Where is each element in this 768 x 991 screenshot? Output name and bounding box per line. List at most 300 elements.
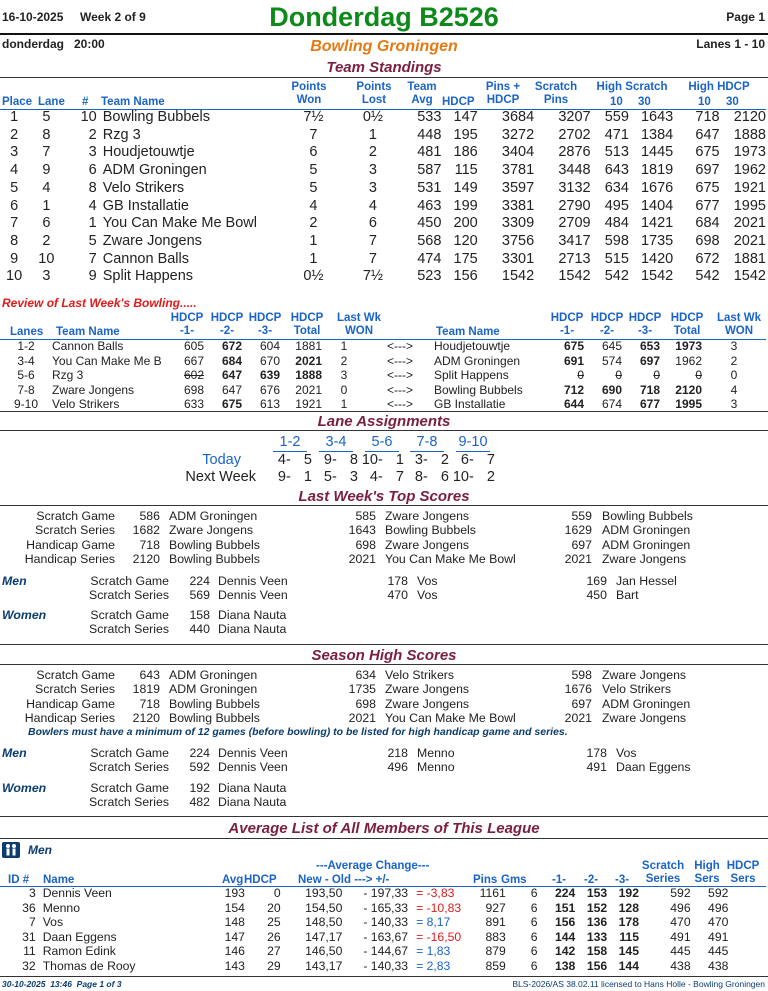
average-cell: 193,50 — [305, 886, 343, 900]
average-cell: Ramon Edink — [42, 944, 116, 959]
review-score2: 691 — [563, 353, 584, 368]
review-col-g2b: HDCP -2- — [590, 312, 624, 337]
lane-team-a: 9 — [277, 469, 286, 485]
standings-cell: 1 — [368, 126, 377, 143]
review-score2: 675 — [563, 339, 584, 353]
average-cell: = 2,83 — [416, 958, 451, 973]
review-won2: 3 — [730, 397, 738, 412]
standings-cell: 2790 — [558, 197, 591, 214]
standings-cell: 4 — [368, 197, 377, 214]
score-value: 1643 — [348, 523, 376, 538]
review-score2: 718 — [639, 382, 660, 397]
score-value: 1676 — [564, 682, 592, 697]
standings-cell: 3381 — [501, 197, 535, 214]
avg-col-id: ID # — [8, 874, 30, 886]
average-cell: 25 — [267, 915, 281, 930]
col-lost: Points Lost — [356, 81, 392, 106]
avg-col-change: ---Average Change--- — [316, 860, 430, 872]
standings-cell: 175 — [453, 250, 478, 267]
lane-pair: 7-8 — [416, 434, 438, 450]
score-team: ADM Groningen — [169, 509, 258, 523]
review-score1: 633 — [183, 397, 204, 412]
score-value: 698 — [355, 696, 376, 711]
standings-cell: 3 — [10, 144, 19, 161]
score-value: 2021 — [564, 551, 592, 566]
standings-cell: 10 — [6, 268, 23, 285]
standings-cell: 697 — [695, 162, 720, 179]
review-score1: 667 — [183, 353, 204, 368]
review-team1: Velo Strikers — [52, 397, 120, 412]
center-name: Bowling Groningen — [310, 38, 458, 55]
standings-cell: 149 — [453, 179, 478, 196]
score-value: 482 — [189, 795, 210, 810]
average-cell: 438 — [670, 958, 691, 973]
standings-cell: 7 — [368, 250, 377, 267]
average-cell: Thomas de Rooy — [42, 958, 136, 973]
standings-cell: 10 — [80, 109, 97, 125]
score-value: 158 — [189, 608, 210, 622]
score-value: 1629 — [564, 523, 592, 538]
average-cell: 156 — [586, 958, 608, 973]
standings-cell: 5 — [309, 179, 318, 196]
average-cell: 143 — [224, 958, 245, 973]
standings-cell: 147 — [453, 109, 478, 125]
review-row — [0, 339, 766, 354]
review-score2: 1995 — [675, 397, 702, 412]
standings-cell: 647 — [695, 126, 720, 143]
standings-cell: 195 — [453, 126, 478, 143]
review-col-g3b: HDCP -3- — [628, 312, 662, 337]
review-won1: 2 — [340, 353, 348, 368]
average-cell: Vos — [42, 915, 64, 930]
standings-cell: 1542 — [558, 268, 591, 285]
average-cell: 0 — [273, 886, 281, 900]
standings-cell: 3 — [368, 162, 377, 179]
standings-cell: 6 — [42, 215, 51, 232]
standings-cell: 481 — [417, 144, 442, 161]
today-label: Today — [202, 452, 241, 468]
average-cell: 142 — [554, 944, 576, 959]
average-cell: = 8,17 — [416, 915, 451, 930]
lane-team-a: 10 — [452, 469, 469, 485]
score-team: Bowling Bubbels — [169, 696, 260, 711]
lane-team-a: 5 — [323, 469, 332, 485]
review-won1: 1 — [340, 339, 348, 353]
average-cell: 6 — [530, 915, 538, 930]
lane-team-b: 7 — [395, 469, 404, 485]
review-col-g2: HDCP -2- — [210, 312, 244, 337]
average-cell: 224 — [554, 886, 576, 900]
standings-cell: 0½ — [362, 109, 383, 125]
average-cell: 927 — [485, 900, 506, 915]
average-cell: 470 — [708, 915, 729, 930]
score-value: 192 — [189, 781, 210, 795]
score-team: Zware Jongens — [385, 537, 470, 552]
score-value: 643 — [139, 668, 160, 682]
score-bowler: Dennis Veen — [218, 746, 288, 760]
average-cell: 145 — [618, 944, 639, 959]
average-cell: 115 — [619, 929, 639, 944]
lane-team-b: 1 — [303, 469, 312, 485]
average-cell: 496 — [708, 900, 729, 915]
top-scores-title: Last Week's Top Scores — [298, 488, 470, 505]
lane-team-a: 8 — [414, 469, 423, 485]
review-col-lanes: Lanes — [10, 326, 44, 338]
standings-cell: 3 — [88, 144, 97, 161]
report-date: 16-10-2025 — [2, 10, 64, 24]
standings-cell: 1542 — [501, 268, 535, 285]
standings-cell: 3404 — [501, 144, 535, 161]
standings-cell: 3417 — [558, 232, 591, 249]
score-value: 496 — [387, 760, 408, 775]
standings-cell: 2021 — [733, 232, 766, 249]
standings-cell: 672 — [695, 250, 720, 267]
standings-cell: 3272 — [501, 126, 535, 143]
average-cell: 3 — [28, 886, 36, 900]
average-cell: = 1,83 — [416, 944, 451, 959]
average-cell: 20 — [267, 900, 281, 915]
score-team: ADM Groningen — [602, 537, 691, 552]
average-cell: 6 — [530, 944, 538, 959]
score-value: 440 — [189, 622, 210, 637]
col-hs-30: 30 — [638, 96, 651, 108]
standings-cell: 495 — [604, 197, 629, 214]
standings-cell: 6 — [88, 162, 97, 179]
standings-cell: 9 — [10, 250, 19, 267]
standings-row — [0, 127, 766, 145]
average-cell — [728, 886, 766, 901]
lane-team-b: 7 — [486, 452, 495, 468]
average-cell: 6 — [530, 929, 538, 944]
standings-cell: 4 — [309, 197, 318, 214]
standings-cell: 1676 — [640, 179, 674, 196]
standings-cell: 2 — [368, 144, 377, 161]
men-group-icon — [2, 842, 20, 858]
standings-cell: 3207 — [558, 109, 591, 125]
standings-cell: 698 — [695, 232, 720, 249]
col-num: # — [82, 96, 89, 108]
score-value: 598 — [571, 668, 592, 682]
standings-cell: 643 — [604, 162, 629, 179]
standings-cell: 9 — [42, 162, 51, 179]
average-cell: 891 — [485, 915, 506, 930]
standings-cell: Houdjetouwtje — [102, 144, 195, 161]
average-rows — [0, 886, 766, 974]
average-cell: 146,50 — [305, 944, 343, 959]
score-bowler: Dennis Veen — [218, 574, 288, 588]
women-label: Women — [2, 608, 47, 622]
standings-cell: 1445 — [640, 144, 674, 161]
standings-cell: 1 — [42, 197, 51, 214]
score-value: 592 — [189, 760, 210, 775]
standings-cell: 2713 — [558, 250, 591, 267]
score-value: 1682 — [132, 523, 160, 538]
average-row — [0, 915, 766, 930]
score-value: 2021 — [348, 710, 376, 725]
standings-cell: 8 — [88, 179, 97, 196]
review-lanes: 5-6 — [17, 368, 35, 383]
standings-cell: 186 — [453, 144, 478, 161]
standings-cell: 3684 — [501, 109, 535, 125]
average-cell: = -16,50 — [416, 929, 462, 944]
score-value: 224 — [189, 574, 210, 588]
col-high-hdcp: High HDCP — [688, 81, 750, 93]
standings-cell: 448 — [417, 126, 442, 143]
col-scratch: Scratch Pins — [534, 81, 578, 106]
review-score1: 613 — [259, 397, 280, 412]
lane-team-b: 6 — [440, 469, 449, 485]
score-value: 470 — [387, 588, 408, 603]
average-cell: 144 — [554, 929, 576, 944]
score-team: ADM Groningen — [169, 668, 258, 682]
standings-rows — [0, 109, 766, 286]
standings-cell: 3 — [368, 179, 377, 196]
standings-cell: 598 — [604, 232, 629, 249]
review-score2: 712 — [563, 382, 584, 397]
standings-row — [0, 180, 766, 198]
score-bowler: Vos — [417, 574, 438, 588]
standings-cell: 542 — [695, 268, 720, 285]
review-score1: 605 — [183, 339, 204, 353]
review-score2: 574 — [601, 353, 622, 368]
average-cell: 147 — [224, 929, 245, 944]
review-score2: 645 — [601, 339, 622, 353]
review-score1: 1881 — [295, 339, 322, 353]
average-cell: 470 — [670, 915, 691, 930]
score-team: Velo Strikers — [602, 682, 672, 697]
standings-cell: 3309 — [501, 215, 535, 232]
avg-col-name: Name — [43, 874, 75, 886]
score-team: ADM Groningen — [169, 682, 258, 697]
standings-cell: 1 — [88, 215, 97, 232]
avg-col-gms: Gms — [501, 874, 527, 886]
average-cell: 32 — [22, 958, 36, 973]
day-time: donderdag 20:00 — [2, 37, 105, 51]
week-label: Week 2 of 9 — [80, 10, 146, 24]
average-cell: 192 — [618, 886, 639, 900]
average-cell: - 163,67 — [363, 929, 409, 944]
standings-cell: 677 — [695, 197, 720, 214]
score-value: 697 — [571, 696, 592, 711]
average-cell: 143,17 — [305, 958, 343, 973]
score-bowler: Jan Hessel — [616, 574, 677, 588]
standings-cell: 7 — [309, 126, 318, 143]
review-row — [0, 383, 766, 398]
score-team: Zware Jongens — [385, 696, 470, 711]
score-value: 718 — [139, 696, 160, 711]
score-category: Scratch Game — [90, 746, 169, 760]
score-team: ADM Groningen — [602, 696, 691, 711]
average-cell: 144 — [618, 958, 639, 973]
score-bowler: Menno — [417, 760, 455, 775]
women-label: Women — [2, 781, 47, 795]
review-lanes: 1-2 — [17, 339, 35, 353]
review-title: Review of Last Week's Bowling..... — [2, 296, 197, 310]
average-cell: 148,50 — [305, 915, 343, 930]
score-team: Zware Jongens — [602, 710, 687, 725]
standings-cell: 7 — [42, 144, 51, 161]
avg-col-g2: -2- — [584, 874, 599, 886]
avg-col-hsers: High Sers — [694, 860, 720, 885]
score-team: You Can Make Me Bowl — [385, 551, 516, 566]
review-score1: 647 — [221, 382, 242, 397]
average-cell: 592 — [670, 886, 691, 900]
standings-cell: 1735 — [640, 232, 674, 249]
review-score1: 604 — [259, 339, 280, 353]
standings-cell: 3781 — [501, 162, 535, 179]
review-rows — [0, 339, 766, 412]
average-cell: 438 — [708, 958, 729, 973]
standings-cell: 7½ — [362, 268, 383, 285]
lane-team-a: 3 — [414, 452, 423, 468]
review-score1: 670 — [259, 353, 280, 368]
score-category: Handicap Series — [24, 710, 115, 725]
average-cell — [728, 959, 766, 974]
standings-cell: 471 — [604, 126, 629, 143]
score-bowler: Daan Eggens — [616, 760, 691, 775]
average-row — [0, 944, 766, 959]
next-week-label: Next Week — [185, 469, 256, 485]
score-category: Scratch Game — [36, 509, 115, 523]
standings-cell: 8 — [42, 126, 51, 143]
average-cell: Dennis Veen — [42, 886, 112, 900]
standings-cell: 1542 — [640, 268, 674, 285]
col-hs-10: 10 — [610, 96, 623, 108]
standings-row — [0, 268, 766, 286]
review-score1: 684 — [221, 353, 242, 368]
standings-cell: 2 — [10, 126, 19, 143]
score-team: Bowling Bubbels — [169, 537, 260, 552]
review-won2: 2 — [730, 353, 738, 368]
average-cell: 178 — [618, 915, 639, 930]
average-cell: 883 — [485, 929, 506, 944]
average-cell: = -10,83 — [416, 900, 462, 915]
score-value: 178 — [387, 574, 408, 588]
avg-col-avg: Avg — [222, 874, 244, 886]
score-bowler: Bart — [616, 588, 639, 603]
standings-cell: 2 — [42, 232, 51, 249]
standings-cell: 450 — [417, 215, 442, 232]
review-score1: 676 — [259, 382, 280, 397]
standings-cell: Velo Strikers — [102, 179, 185, 196]
score-category: Scratch Series — [35, 523, 115, 538]
score-category: Scratch Game — [36, 668, 115, 682]
average-cell: 128 — [618, 900, 639, 915]
season-note: Bowlers must have a minimum of 12 games (before bowling) to be listed for high handicap game and series. — [28, 726, 568, 738]
score-bowler: Diana Nauta — [218, 795, 287, 810]
score-bowler: Menno — [417, 746, 455, 760]
avg-col-g1: -1- — [552, 874, 567, 886]
review-col-total: HDCP Total — [290, 312, 324, 337]
standings-cell: Zware Jongens — [102, 232, 202, 249]
standings-cell: 4 — [42, 179, 51, 196]
standings-cell: 1 — [10, 109, 19, 125]
season-title: Season High Scores — [311, 647, 457, 664]
review-score2: 0 — [695, 368, 702, 383]
standings-cell: 1881 — [733, 250, 766, 267]
avg-col-pins: Pins — [473, 874, 498, 886]
review-team2: ADM Groningen — [434, 353, 521, 368]
average-cell: 879 — [485, 944, 506, 959]
versus-arrow: <---> — [386, 382, 413, 397]
review-won1: 0 — [340, 382, 348, 397]
lane-pair: 3-4 — [325, 434, 347, 450]
score-bowler: Vos — [616, 746, 637, 760]
lane-team-a: 4 — [369, 469, 378, 485]
review-col-team2: Team Name — [436, 326, 500, 338]
review-score2: 690 — [601, 382, 622, 397]
score-value: 585 — [355, 509, 376, 523]
score-value: 2021 — [348, 551, 376, 566]
standings-cell: 10 — [38, 250, 55, 267]
score-category: Scratch Game — [90, 781, 169, 795]
review-team2: Split Happens — [434, 368, 509, 383]
standings-cell: 1888 — [733, 126, 766, 143]
average-cell: 136 — [586, 915, 608, 930]
standings-cell: 199 — [453, 197, 478, 214]
review-team1: Zware Jongens — [52, 382, 135, 397]
review-score2: 1973 — [675, 339, 702, 353]
average-cell: 158 — [586, 944, 608, 959]
standings-cell: 2709 — [558, 215, 591, 232]
avg-col-hdsers: HDCP Sers — [726, 860, 760, 885]
average-cell — [728, 915, 766, 930]
standings-cell: 542 — [604, 268, 629, 285]
standings-cell: 8 — [10, 232, 19, 249]
average-cell: 6 — [530, 958, 538, 973]
review-col-totalb: HDCP Total — [670, 312, 704, 337]
average-cell: - 140,33 — [363, 915, 409, 930]
average-cell: 133 — [586, 929, 608, 944]
standings-cell: 1420 — [640, 250, 674, 267]
review-score1: 2021 — [295, 382, 322, 397]
standings-cell: 533 — [417, 109, 442, 125]
score-value: 2021 — [564, 710, 592, 725]
standings-cell: 1995 — [733, 197, 766, 214]
average-cell: Menno — [42, 900, 80, 915]
col-high-scratch: High Scratch — [596, 81, 668, 93]
standings-cell: 2 — [88, 126, 97, 143]
standings-cell: 6 — [10, 197, 19, 214]
standings-cell: You Can Make Me Bowl — [102, 215, 257, 232]
col-team: Team Name — [101, 96, 165, 108]
standings-cell: 2 — [309, 215, 318, 232]
score-value: 559 — [571, 509, 592, 523]
standings-cell: 1643 — [640, 109, 674, 125]
men-label: Men — [2, 746, 27, 760]
lane-team-a: 10 — [361, 452, 378, 468]
average-cell: 859 — [485, 958, 506, 973]
versus-arrow: <---> — [386, 339, 413, 353]
standings-cell: 2120 — [733, 109, 766, 125]
standings-row — [0, 198, 766, 216]
score-category: Handicap Game — [26, 696, 115, 711]
average-cell: - 140,33 — [363, 958, 409, 973]
lane-pair: 5-6 — [371, 434, 393, 450]
review-score1: 1921 — [295, 397, 322, 412]
average-cell: 148 — [224, 915, 245, 930]
standings-cell: 1962 — [733, 162, 766, 179]
standings-row — [0, 144, 766, 162]
standings-cell: 568 — [417, 232, 442, 249]
score-category: Scratch Series — [89, 760, 169, 775]
average-cell — [728, 930, 766, 945]
standings-cell: ADM Groningen — [102, 162, 207, 179]
review-score2: 674 — [601, 397, 622, 412]
standings-cell: 4 — [10, 162, 19, 179]
review-col-won: Last Wk WON — [336, 312, 382, 337]
review-score2: 0 — [577, 368, 584, 383]
